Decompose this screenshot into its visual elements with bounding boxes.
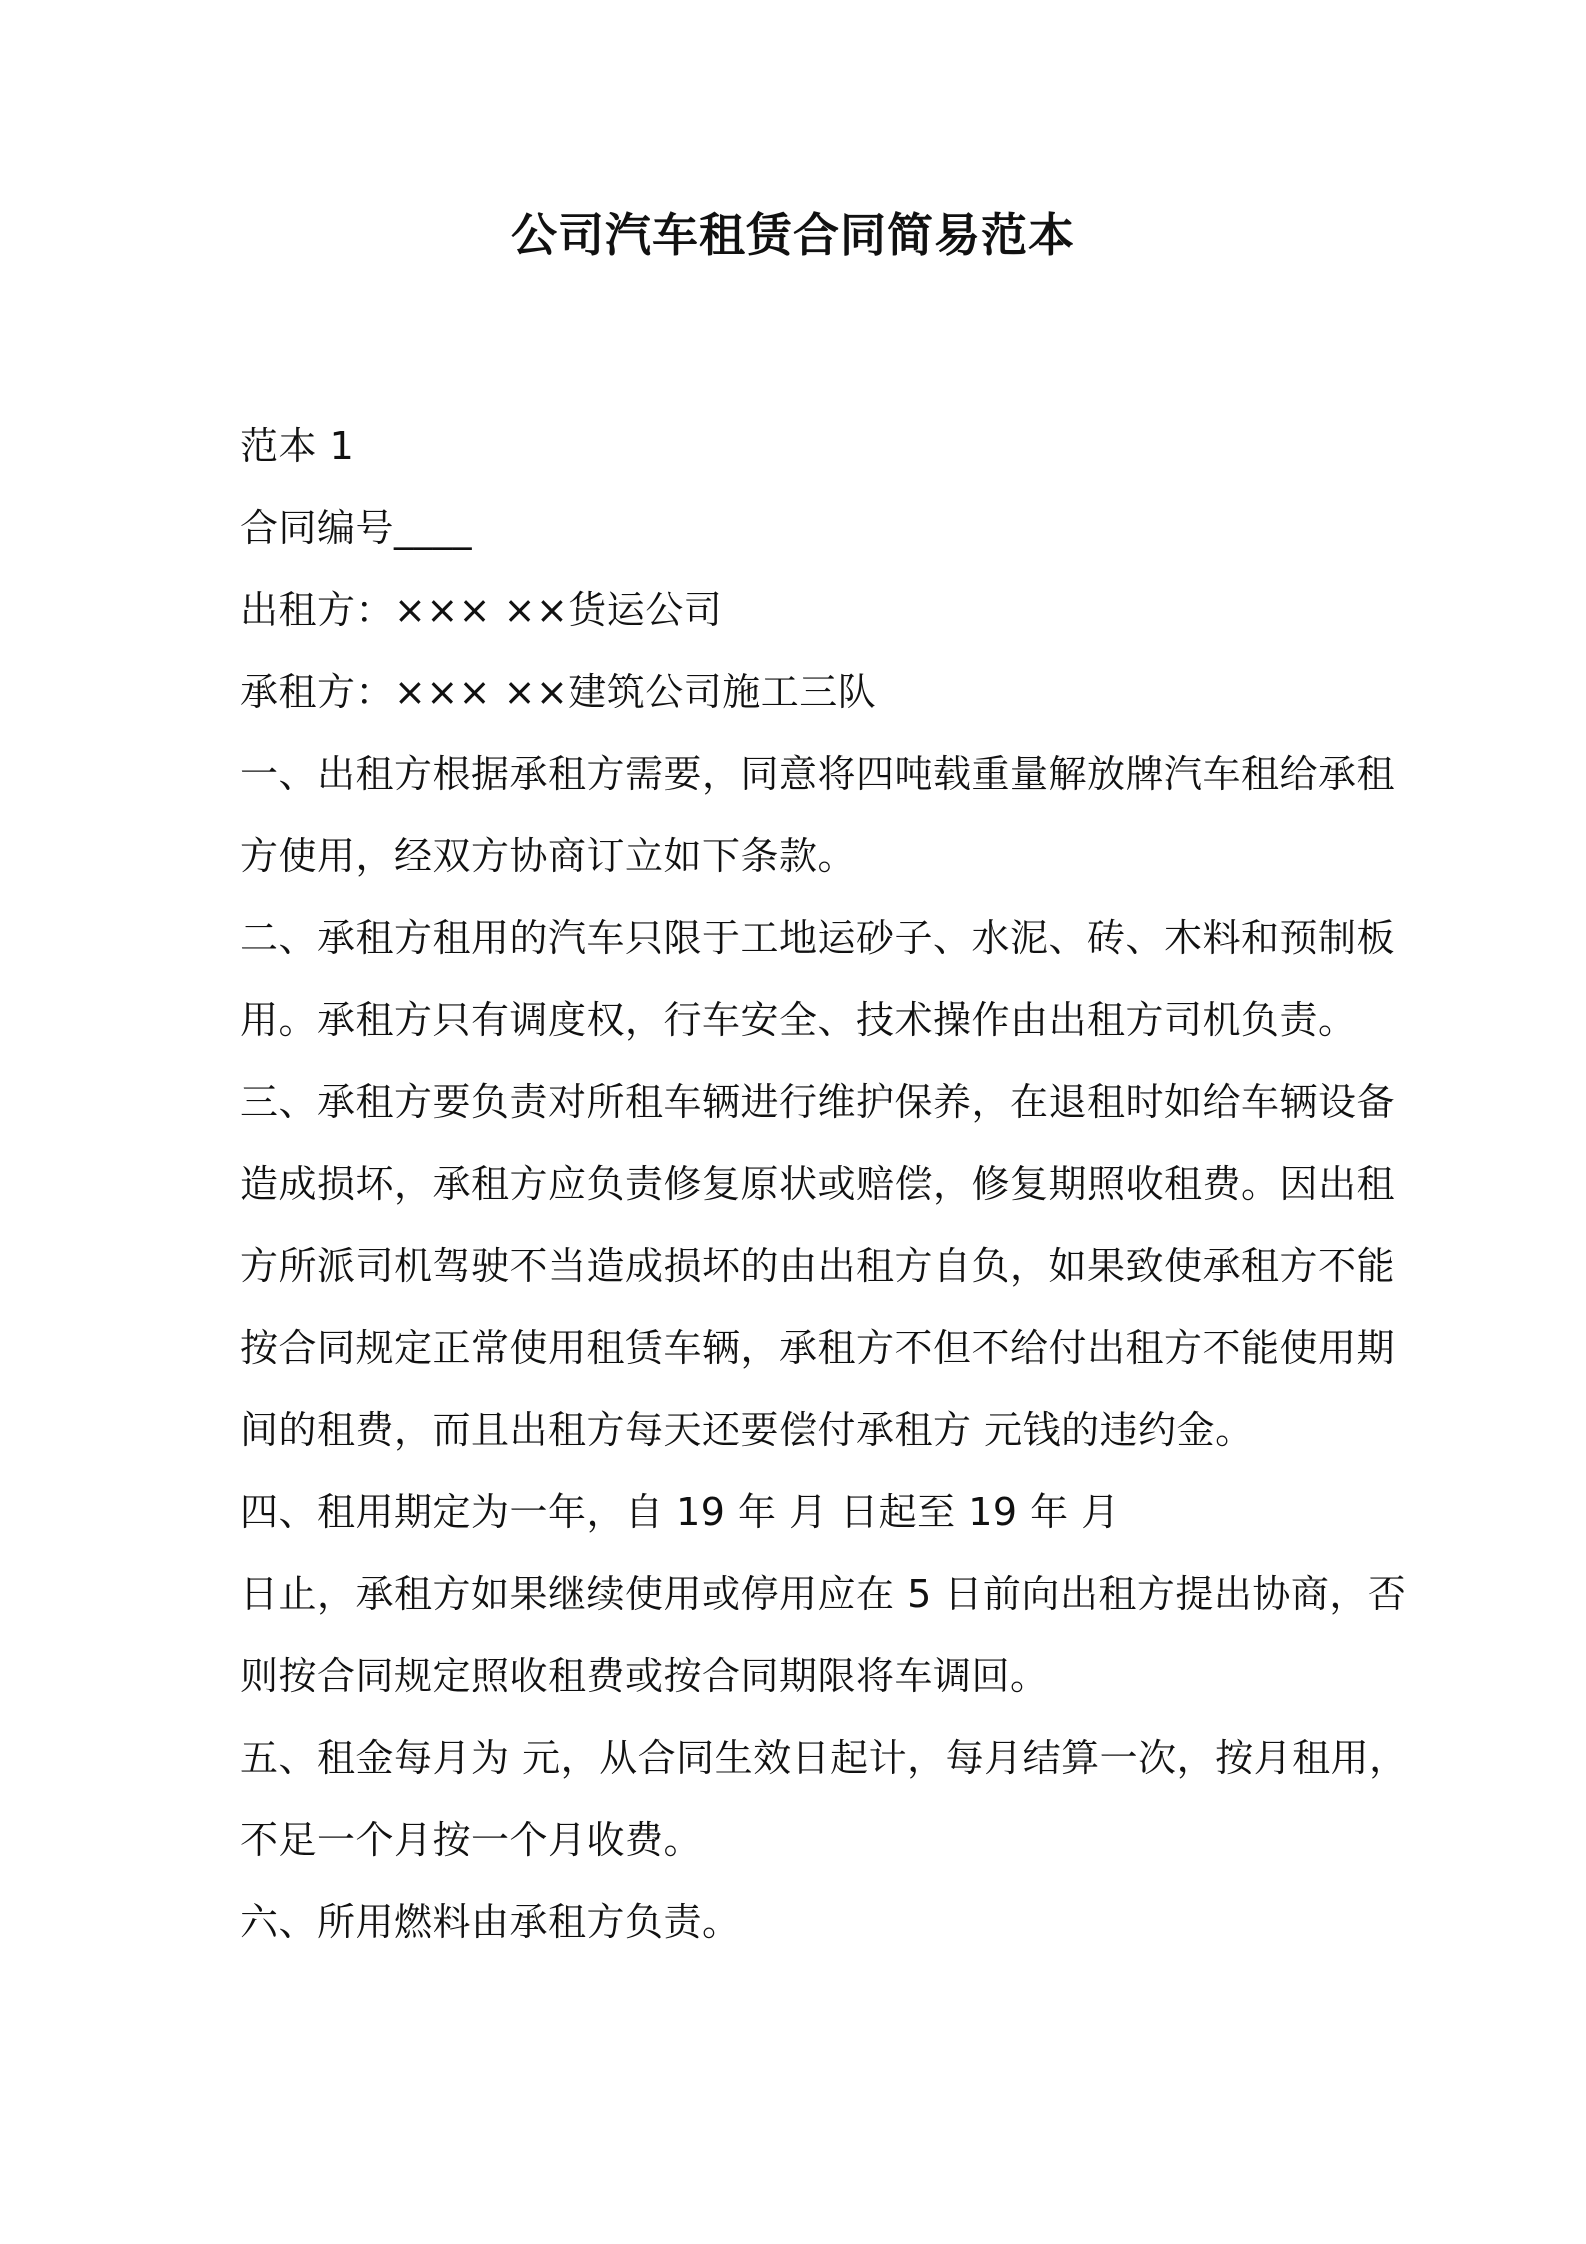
clause-1-line-2: 方使用，经双方协商订立如下条款。 <box>240 834 857 878</box>
clause-4-line-1: 四、租用期定为一年，自 19 年 月 日起至 19 年 月 <box>240 1490 1120 1534</box>
clause-4-line-3: 则按合同规定照收租费或按合同期限将车调回。 <box>240 1654 1049 1698</box>
lessor-line: 出租方：××× ××货运公司 <box>240 588 723 632</box>
lessee-line: 承租方：××× ××建筑公司施工三队 <box>240 670 877 714</box>
clause-3-line-5: 间的租费，而且出租方每天还要偿付承租方 元钱的违约金。 <box>240 1408 1254 1452</box>
clause-6-line-1: 六、所用燃料由承租方负责。 <box>240 1900 741 1944</box>
clause-5-line-1: 五、租金每月为 元，从合同生效日起计，每月结算一次，按月租用， <box>240 1736 1408 1780</box>
document-title: 公司汽车租赁合同简易范本 <box>511 208 1075 262</box>
clause-3-line-3: 方所派司机驾驶不当造成损坏的由出租方自负，如果致使承租方不能 <box>240 1244 1396 1288</box>
clause-4-line-2: 日止，承租方如果继续使用或停用应在 5 日前向出租方提出协商，否 <box>240 1572 1407 1616</box>
clause-3-line-2: 造成损坏，承租方应负责修复原状或赔偿，修复期照收租费。因出租 <box>240 1162 1396 1206</box>
sample-number-line: 范本 1 <box>240 424 355 468</box>
document-body <box>240 405 1408 1963</box>
contract-number-line: 合同编号____ <box>240 506 473 550</box>
clause-2-line-2: 用。承租方只有调度权，行车安全、技术操作由出租方司机负责。 <box>240 998 1357 1042</box>
clause-5-line-2: 不足一个月按一个月收费。 <box>240 1818 703 1862</box>
clause-2-line-1: 二、承租方租用的汽车只限于工地运砂子、水泥、砖、木料和预制板 <box>240 916 1396 960</box>
clause-3-line-4: 按合同规定正常使用租赁车辆，承租方不但不给付出租方不能使用期 <box>240 1326 1396 1370</box>
clause-1-line-1: 一、出租方根据承租方需要，同意将四吨载重量解放牌汽车租给承租 <box>240 752 1396 796</box>
clause-3-line-1: 三、承租方要负责对所租车辆进行维护保养，在退租时如给车辆设备 <box>240 1080 1396 1124</box>
